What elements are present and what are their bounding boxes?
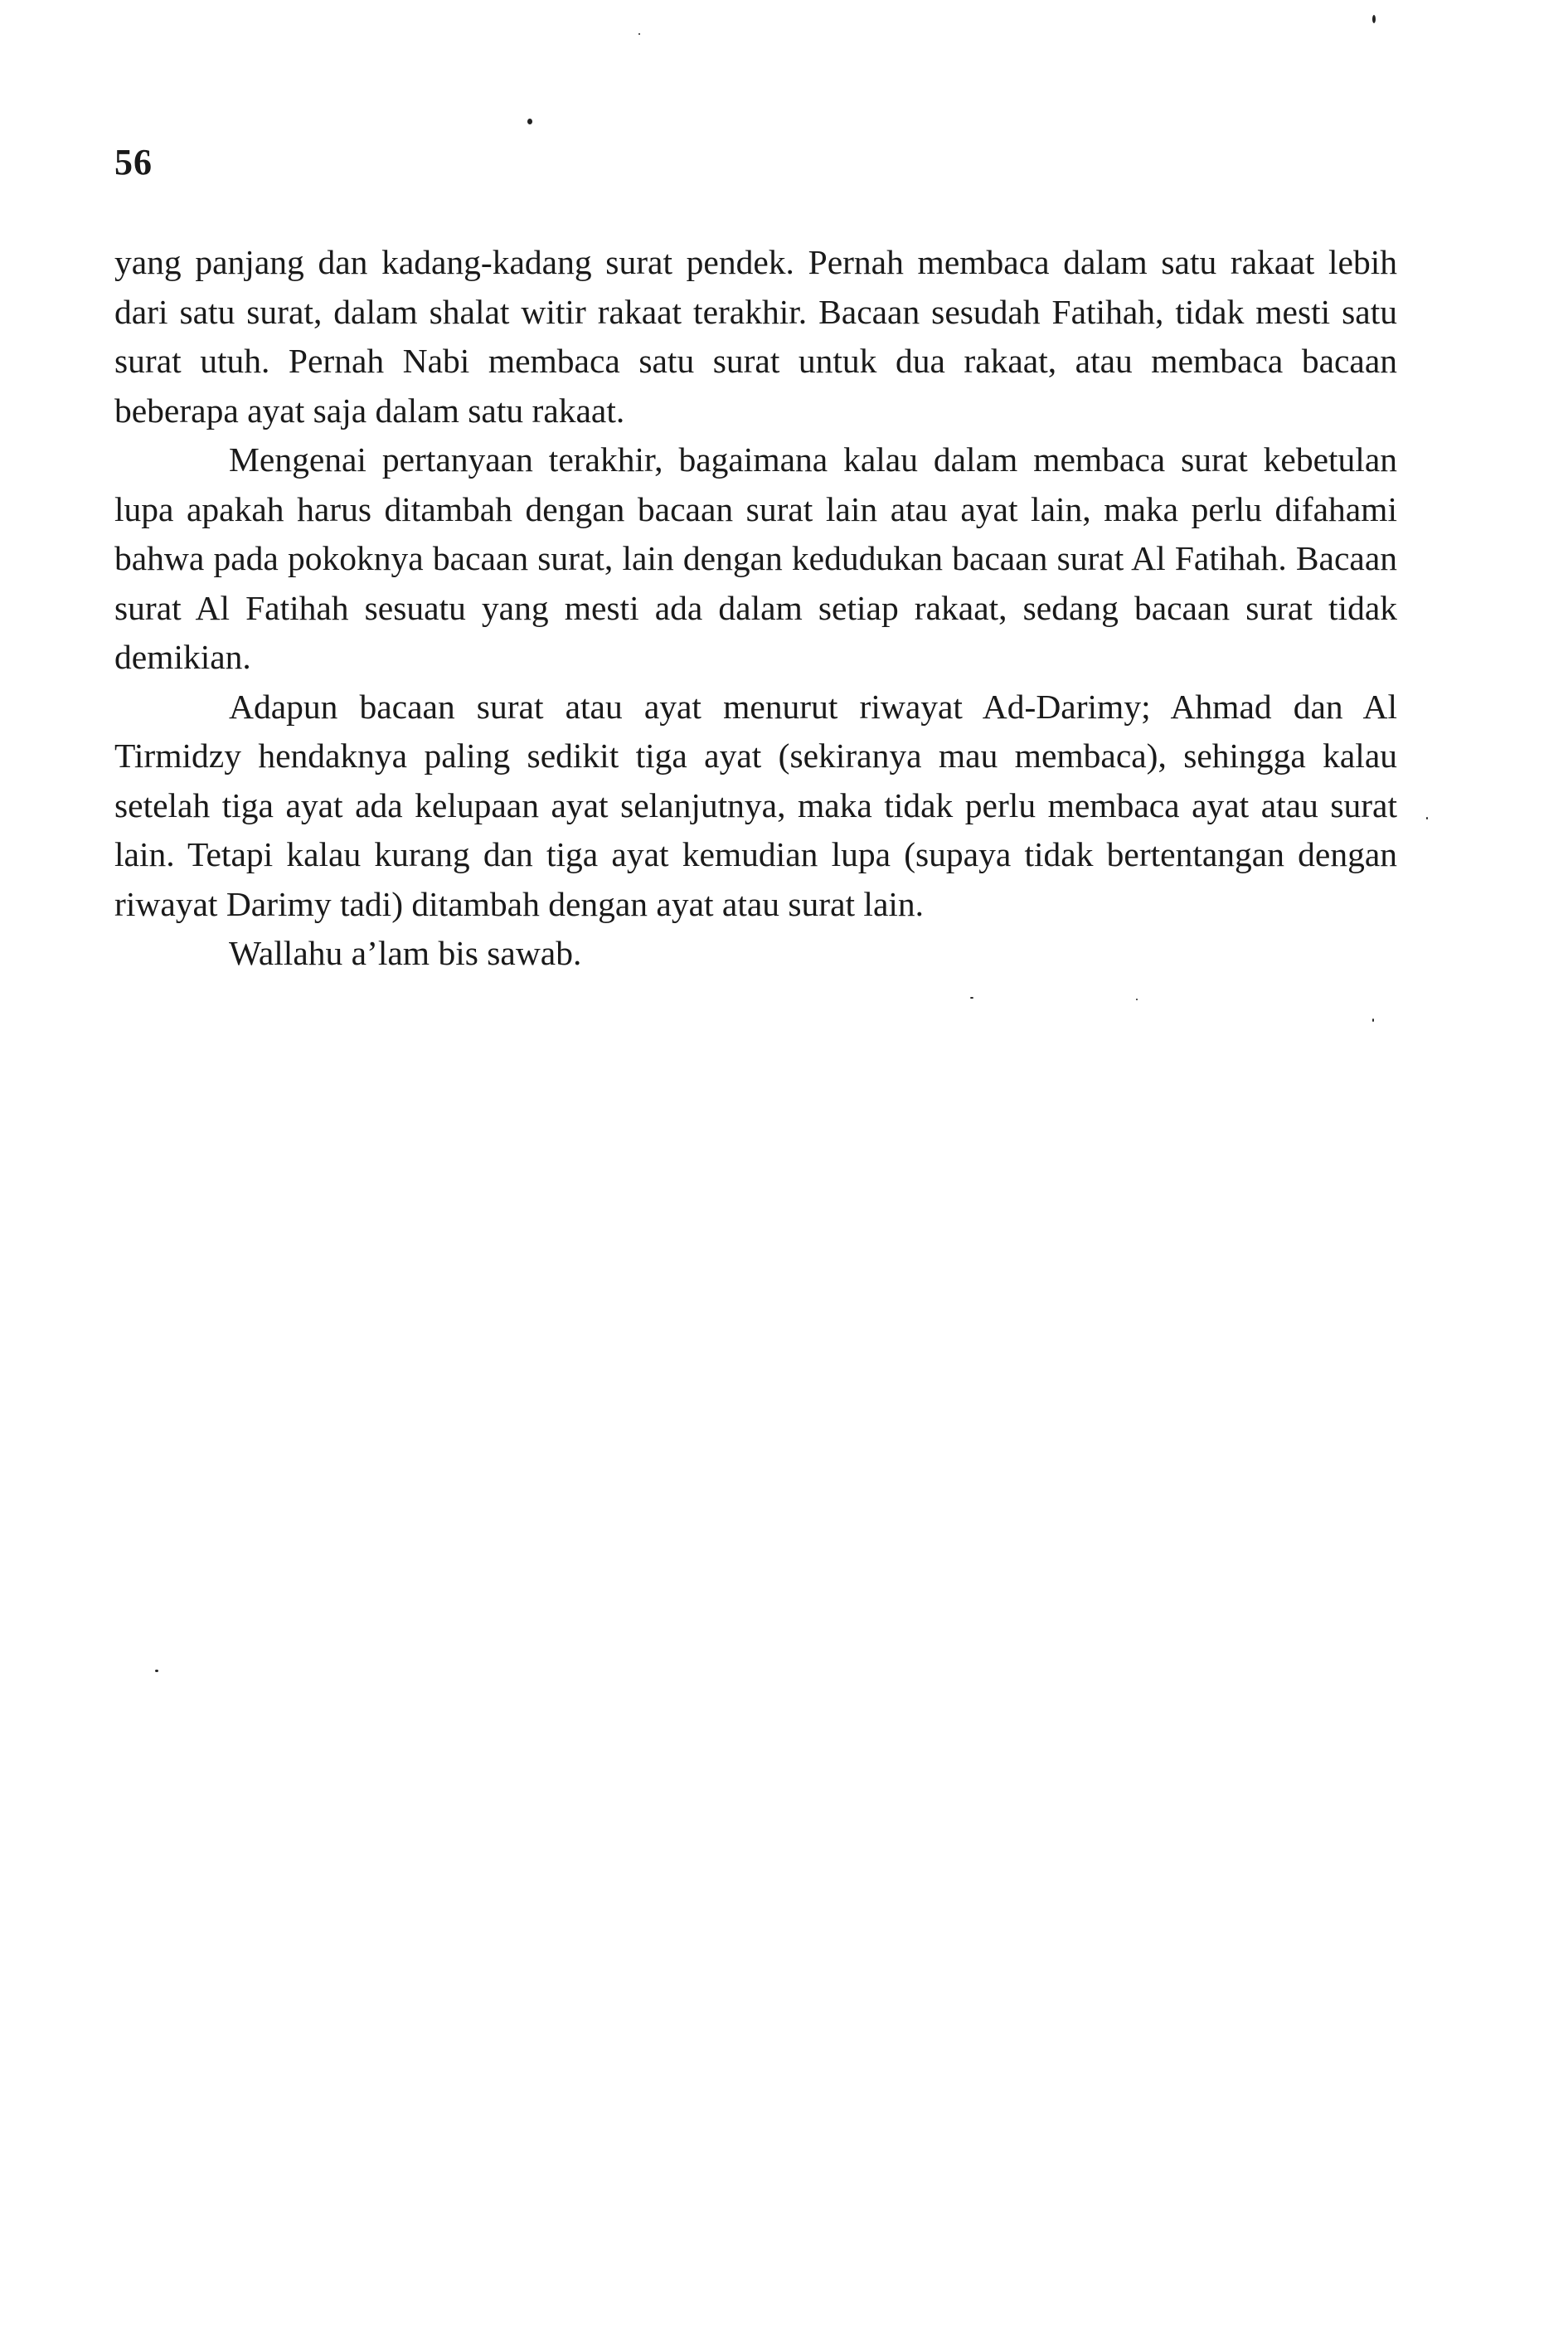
scan-speck	[527, 119, 532, 124]
scan-speck	[1426, 817, 1428, 819]
closing-line: Wallahu a’lam bis sawab.	[229, 934, 582, 972]
scan-speck	[1372, 15, 1376, 23]
paragraph-2: Mengenai pertanyaan terakhir, bagaimana kalau dalam membaca surat kebetulan lupa apakah harus ditambah dengan bacaan surat lain atau ayat lain, maka perlu difahami bahwa pada pokoknya bacaan surat, lain dengan kedudukan bacaan surat Al Fatihah. Bacaan surat Al Fatihah sesuatu yang mesti ada dalam setiap rakaat, sedang bacaan surat tidak demikian.	[114, 440, 1397, 676]
paragraph-3: Adapun bacaan surat atau ayat menurut riwayat Ad-Darimy; Ahmad dan Al Tirmidzy hendaknya paling sedikit tiga ayat (sekiranya mau membaca), sehingga kalau setelah tiga ayat ada kelupaan ayat selanjutnya, maka tidak perlu membaca ayat atau surat lain. Tetapi kalau kurang dan tiga ayat kemudian lupa (supaya tidak bertentangan dengan riwayat Darimy tadi) ditambah dengan ayat atau surat lain.	[114, 687, 1397, 923]
scan-speck	[1372, 1019, 1374, 1022]
scan-speck	[155, 1670, 158, 1672]
scan-speck	[970, 997, 973, 999]
body-text	[114, 238, 1397, 979]
scan-speck	[1136, 999, 1138, 1000]
paragraph-1: yang panjang dan kadang-kadang surat pendek. Pernah membaca dalam satu rakaat lebih dari satu surat, dalam shalat witir rakaat terakhir. Bacaan sesudah Fatihah, tidak mesti satu surat utuh. Pernah Nabi membaca satu surat untuk dua rakaat, atau membaca bacaan beberapa ayat saja dalam satu rakaat.	[114, 243, 1397, 430]
page-number: 56	[114, 142, 153, 182]
scan-speck	[638, 33, 640, 35]
